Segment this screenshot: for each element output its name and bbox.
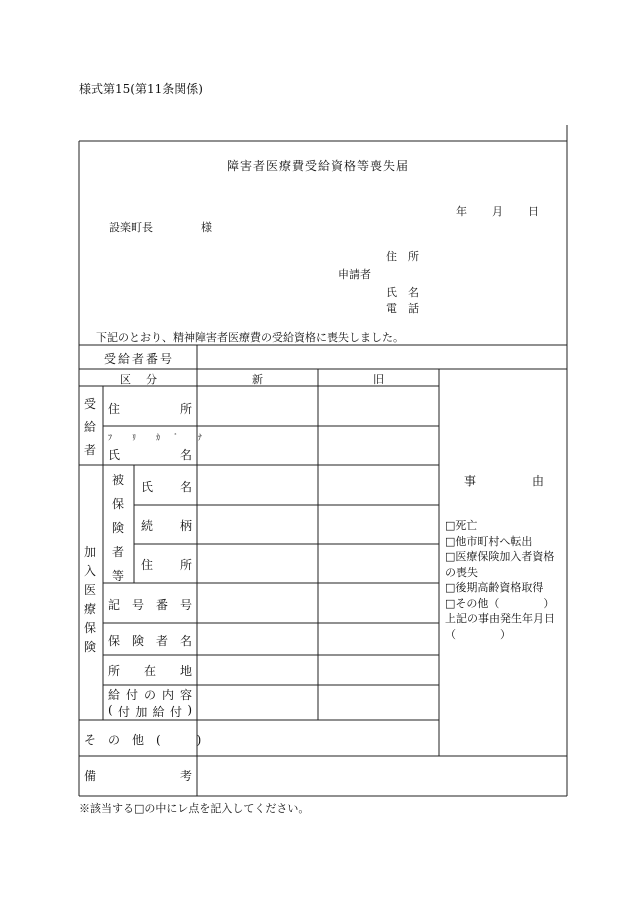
reason-insurance-loss-cont: の喪失 <box>445 565 478 579</box>
addressee-mayor: 設楽町長 <box>109 221 153 234</box>
reason-death[interactable]: □死亡 <box>445 519 478 532</box>
insured-group-label: 被 保 険 者 等 <box>111 473 124 583</box>
symbol-number-label: 記 号 番 号 <box>108 598 192 612</box>
other-label: そ の 他 ( ) <box>84 733 202 747</box>
insurer-name-label: 保 険 者 名 <box>108 634 192 648</box>
insurance-group-label: 加 入 医 療 保 険 <box>83 545 96 654</box>
new-header: 新 <box>252 373 263 386</box>
additional-benefit-label: ( 付 加 給 付 ) <box>108 703 192 719</box>
insured-address-label: 住 所 <box>141 558 192 572</box>
reason-other[interactable]: □その他（ ） <box>445 596 555 610</box>
location-label: 所 在 地 <box>108 664 192 678</box>
recipient-address-label: 住 所 <box>108 402 192 416</box>
reason-date-value: （ ） <box>445 627 511 641</box>
applicant-name-label: 氏 名 <box>386 286 419 299</box>
date-year: 年 <box>456 205 467 218</box>
recipient-name-label: 氏 名 <box>108 448 192 462</box>
recipient-number-label: 受給者番号 <box>104 352 175 366</box>
old-header: 旧 <box>373 373 384 386</box>
benefit-content-label: 給 付 の 内 容 <box>108 688 192 702</box>
reason-list <box>445 518 555 642</box>
reason-moved-out[interactable]: □他市町村へ転出 <box>445 534 533 548</box>
addressee-honorific: 様 <box>201 221 212 234</box>
applicant-address-label: 住 所 <box>386 250 419 263</box>
division-header: 区 分 <box>120 373 159 386</box>
reason-late-elderly[interactable]: □後期高齢資格取得 <box>445 581 544 594</box>
remarks-label: 備 考 <box>84 769 192 783</box>
relationship-label: 続 柄 <box>141 519 192 533</box>
applicant-label: 申請者 <box>338 268 371 281</box>
form-title: 障害者医療費受給資格等喪失届 <box>227 159 410 173</box>
reason-insurance-loss[interactable]: □医療保険加入者資格 <box>445 550 555 563</box>
form-number: 様式第15(第11条関係) <box>79 82 203 96</box>
applicant-phone-label: 電 話 <box>386 302 419 315</box>
recipient-group-label: 受 給 者 <box>83 397 96 457</box>
reason-header: 事 由 <box>464 474 544 488</box>
footnote: ※該当する□の中にレ点を記入してください。 <box>79 802 310 815</box>
reason-date-label: 上記の事由発生年月日 <box>445 612 555 625</box>
date-month: 月 <box>492 205 503 218</box>
furigana-label: ﾌ ﾘ ｶ ﾞ ﾅ <box>108 433 208 442</box>
statement: 下記のとおり、精神障害者医療費の受給資格に喪失しました。 <box>96 331 404 344</box>
insured-name-label: 氏 名 <box>141 480 192 494</box>
date-day: 日 <box>528 205 539 218</box>
